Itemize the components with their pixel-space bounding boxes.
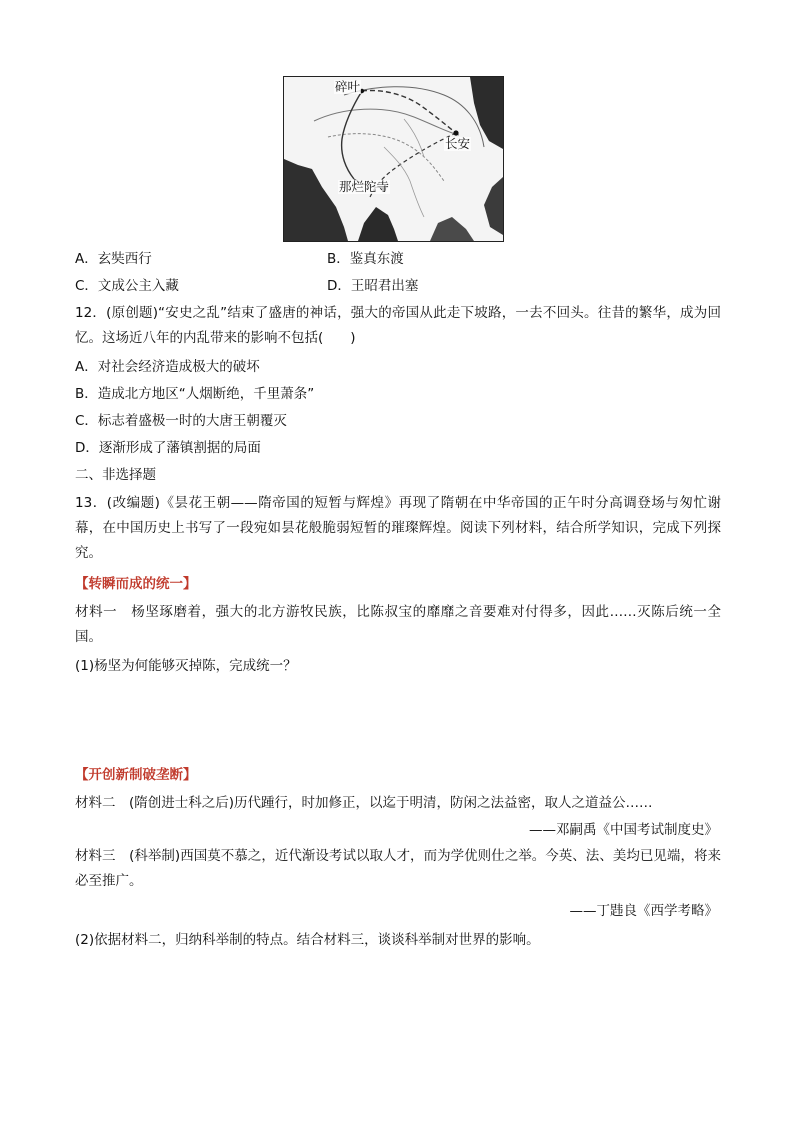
q11-option-a: A．玄奘西行 — [75, 251, 152, 267]
q12-option-a: A．对社会经济造成极大的破坏 — [75, 359, 260, 375]
map-label-nalanda: 那烂陀寺 — [339, 179, 390, 194]
question-1: (1)杨坚为何能够灭掉陈，完成统一？ — [75, 658, 297, 674]
part2-heading: 【开创新制破垄断】 — [75, 767, 197, 783]
material-2-source: ——邓嗣禹《中国考试制度史》 — [529, 822, 718, 838]
q11-option-b: B．鉴真东渡 — [327, 251, 404, 267]
map-drawing — [284, 77, 503, 241]
material-1: 材料一 杨坚琢磨着，强大的北方游牧民族，比陈叔宝的靡靡之音要难对付得多，因此……灭陈后统一全国。 — [75, 604, 721, 645]
q12-option-d: D．逐渐形成了藩镇割据的局面 — [75, 440, 261, 456]
tang-route-map — [283, 76, 504, 242]
q12-option-b: B．造成北方地区“人烟断绝，千里萧条” — [75, 386, 315, 402]
section-title: 二、非选择题 — [75, 467, 156, 483]
material-3: 材料三 (科举制)西国莫不慕之，近代渐设考试以取人才，而为学优则仕之举。今英、法、美均已见端，将来必至推广。 — [75, 848, 721, 889]
map-label-suiye: 碎叶 — [335, 79, 361, 94]
q12-stem: 12．(原创题)“安史之乱”结束了盛唐的神话，强大的帝国从此走下坡路，一去不回头。往昔的繁华，成为回忆。这场近八年的内乱带来的影响不包括( ) — [75, 305, 721, 346]
material-3-source: ——丁韪良《西学考略》 — [569, 903, 718, 919]
map-label-changan: 长安 — [445, 136, 471, 151]
question-2: (2)依据材料二，归纳科举制的特点。结合材料三，谈谈科举制对世界的影响。 — [75, 932, 540, 948]
q12-option-c: C．标志着盛极一时的大唐王朝覆灭 — [75, 413, 287, 429]
part1-heading: 【转瞬而成的统一】 — [75, 576, 197, 592]
q13-stem: 13．(改编题)《昙花王朝——隋帝国的短暂与辉煌》再现了隋朝在中华帝国的正午时分高调登场与匆忙谢幕，在中国历史上书写了一段宛如昙花般脆弱短暂的璀璨辉煌。阅读下列材料，结合所学知识，完成下列探究。 — [75, 495, 721, 561]
q11-option-d: D．王昭君出塞 — [327, 278, 419, 294]
material-2: 材料二 (隋创进士科之后)历代踵行，时加修正，以迄于明清，防闲之法益密，取人之道益公…… — [75, 795, 653, 811]
q11-option-c: C．文成公主入藏 — [75, 278, 179, 294]
